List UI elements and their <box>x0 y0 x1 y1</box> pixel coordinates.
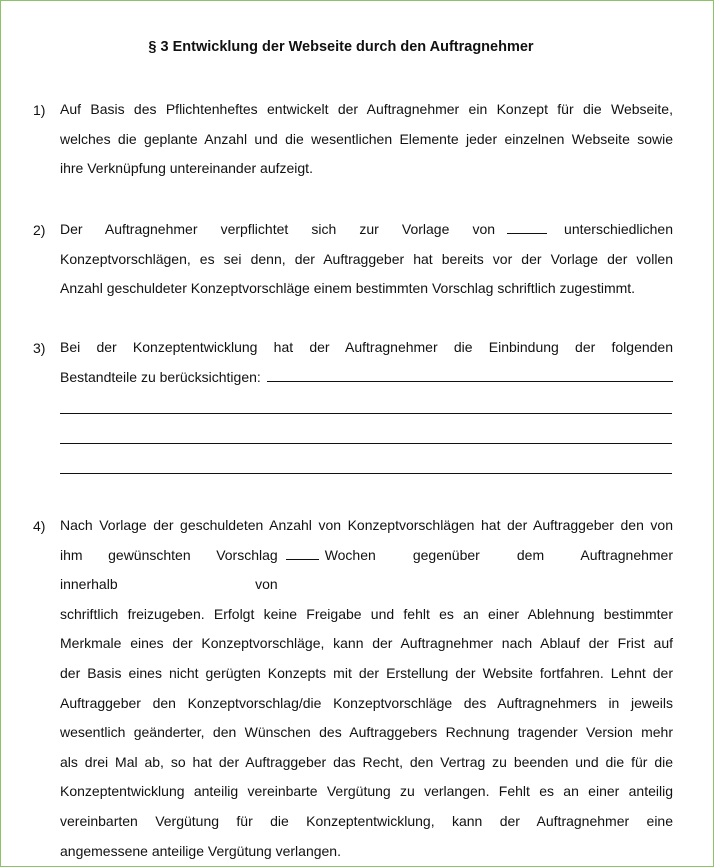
section-4-number: 4) <box>33 518 46 534</box>
section-2-text-after: unterschiedlichen <box>564 221 673 237</box>
section-4-line: angemessene anteilige Vergütung verlangen. <box>60 842 341 859</box>
section-1-line: ihre Verknüpfung untereinander aufzeigt. <box>60 160 313 177</box>
section-4-line: Nach Vorlage der geschuldeten Anzahl von Konzeptvorschlägen hat der Auftraggeber den von <box>60 517 673 533</box>
section-4-line: vereinbarten Vergütung für die Konzeptentwicklung, kann der Auftragnehmer eine <box>60 812 673 829</box>
section-2-paragraph <box>60 215 673 304</box>
section-4-line: wesentlich geänderter, den Wünschen des Auftraggebers Rechnung tragender Version mehr <box>60 724 673 741</box>
count-blank-field[interactable] <box>507 219 547 234</box>
section-3-text: Bestandteile zu berücksichtigen: <box>60 368 261 385</box>
section-4-line: als drei Mal ab, so hat der Auftraggeber das Recht, den Vertrag zu beenden und die für die <box>60 753 673 770</box>
section-3-second-line <box>60 363 673 393</box>
section-2-line: Konzeptvorschlägen, es sei denn, der Auftraggeber hat bereits vor der Vorlage der vollen <box>60 250 673 267</box>
components-blank-line[interactable] <box>60 413 672 414</box>
section-2-text-before: Der Auftragnehmer verpflichtet sich zur Vorlage von <box>60 221 496 237</box>
components-blank-field[interactable] <box>267 367 673 382</box>
section-2-line: Anzahl geschuldeter Konzeptvorschläge einem bestimmten Vorschlag schriftlich zugestimmt. <box>60 280 636 297</box>
section-4-line: der Basis eines nicht gerügten Konzepts mit der Erstellung der Website fortfahren. Lehnt der <box>60 664 673 681</box>
section-1-line: Auf Basis des Pflichtenheftes entwickelt der Auftragnehmer ein Konzept für die Webseite, <box>60 101 673 117</box>
section-4-text-after: Wochen gegenüber dem Auftragnehmer <box>324 546 673 563</box>
section-4-line: Merkmale eines der Konzeptvorschläge, kann der Auftragnehmer nach Ablauf der Frist auf <box>60 635 673 652</box>
section-4-line: schriftlich freizugeben. Erfolgt keine Freigabe und fehlt es an einer Ablehnung bestimmter <box>60 605 673 622</box>
section-4-second-line <box>60 541 673 600</box>
section-4-text-before: ihm gewünschten Vorschlag innerhalb von <box>60 546 278 593</box>
section-2-number: 2) <box>33 222 46 238</box>
section-1-paragraph <box>60 95 673 184</box>
section-4-line: Auftraggeber den Konzeptvorschlag/die Konzeptvorschläge des Auftragnehmers in jeweils <box>60 694 673 711</box>
components-blank-line[interactable] <box>60 443 672 444</box>
components-blank-line[interactable] <box>60 473 672 474</box>
section-3-number: 3) <box>33 340 46 356</box>
section-title: § 3 Entwicklung der Webseite durch den Auftragnehmer <box>148 39 534 55</box>
section-1-line: welches die geplante Anzahl und die wesentlichen Elemente jeder einzelnen Webseite sowie <box>60 130 673 147</box>
section-3-paragraph <box>60 333 673 392</box>
section-3-line: Bei der Konzeptentwicklung hat der Auftragnehmer die Einbindung der folgenden <box>60 339 673 355</box>
section-4-line: Konzeptentwicklung anteilig vereinbarte Vergütung zu verlangen. Fehlt es an einer anteilig <box>60 783 673 800</box>
section-4-paragraph <box>60 511 673 866</box>
section-2-first-line <box>60 215 673 245</box>
section-1-number: 1) <box>33 102 46 118</box>
weeks-blank-field[interactable] <box>286 545 319 560</box>
